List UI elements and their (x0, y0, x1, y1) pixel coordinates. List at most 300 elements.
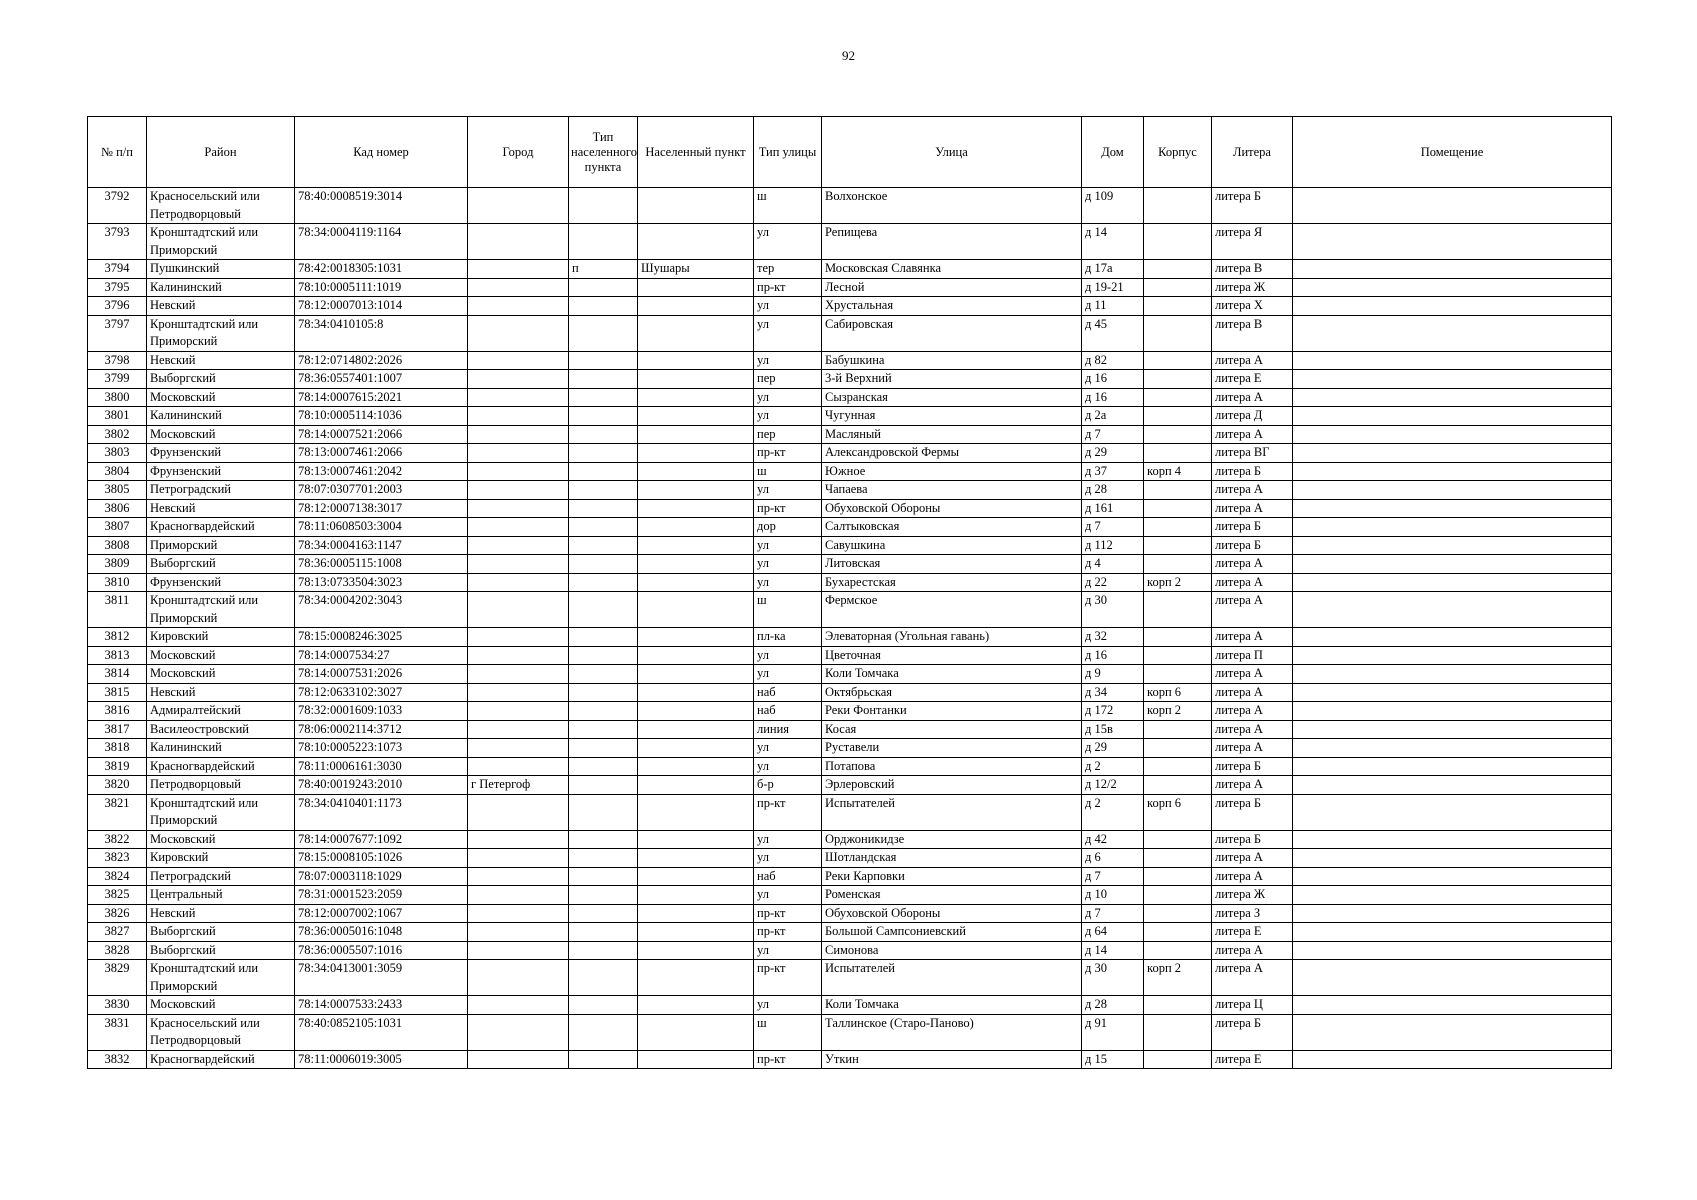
cell-district: Невский (147, 683, 295, 702)
cell-cadastral-number: 78:42:0018305:1031 (295, 260, 468, 279)
cell-city (468, 646, 569, 665)
cell-letter: литера П (1212, 646, 1293, 665)
cell-district: Московский (147, 996, 295, 1015)
cell-cadastral-number: 78:12:0007138:3017 (295, 499, 468, 518)
cell-district: Московский (147, 425, 295, 444)
cell-street-type: ш (754, 462, 822, 481)
cell-premises (1293, 224, 1612, 260)
cell-cadastral-number: 78:13:0007461:2042 (295, 462, 468, 481)
cell-settlement-type (569, 665, 638, 684)
cell-premises (1293, 794, 1612, 830)
cell-city (468, 683, 569, 702)
cell-street: Реки Фонтанки (822, 702, 1082, 721)
cell-settlement-type (569, 351, 638, 370)
cell-number: 3829 (88, 960, 147, 996)
cell-letter: литера Б (1212, 1014, 1293, 1050)
cell-street: Эрлеровский (822, 776, 1082, 795)
cell-settlement-type (569, 996, 638, 1015)
cell-street: Обуховской Обороны (822, 499, 1082, 518)
cell-premises (1293, 555, 1612, 574)
cell-premises (1293, 941, 1612, 960)
cell-district: Кронштадтский или Приморский (147, 224, 295, 260)
cell-letter: литера Е (1212, 923, 1293, 942)
cell-district: Красногвардейский (147, 518, 295, 537)
cell-settlement-type (569, 370, 638, 389)
cell-letter: литера А (1212, 867, 1293, 886)
cell-city (468, 996, 569, 1015)
cell-cadastral-number: 78:14:0007677:1092 (295, 830, 468, 849)
cell-number: 3793 (88, 224, 147, 260)
cell-district: Красносельский или Петродворцовый (147, 1014, 295, 1050)
cell-letter: литера В (1212, 315, 1293, 351)
cell-district: Московский (147, 665, 295, 684)
table-row (88, 867, 1612, 886)
cell-letter: литера А (1212, 665, 1293, 684)
cell-settlement-type (569, 904, 638, 923)
cell-settlement-type (569, 555, 638, 574)
table-row (88, 536, 1612, 555)
cell-house: д 16 (1082, 646, 1144, 665)
cell-number: 3795 (88, 278, 147, 297)
table-row (88, 407, 1612, 426)
cell-premises (1293, 886, 1612, 905)
cell-street-type: пр-кт (754, 960, 822, 996)
cell-settlement-type (569, 315, 638, 351)
cell-premises (1293, 628, 1612, 647)
table-row (88, 188, 1612, 224)
cell-street: Роменская (822, 886, 1082, 905)
cell-settlement (638, 536, 754, 555)
cell-cadastral-number: 78:36:0005115:1008 (295, 555, 468, 574)
cell-letter: литера Б (1212, 794, 1293, 830)
table-row (88, 278, 1612, 297)
cell-city (468, 830, 569, 849)
table-row (88, 665, 1612, 684)
cell-settlement-type: п (569, 260, 638, 279)
cell-settlement (638, 315, 754, 351)
cell-city (468, 757, 569, 776)
cell-city (468, 425, 569, 444)
cell-number: 3828 (88, 941, 147, 960)
cell-street-type: ул (754, 315, 822, 351)
cell-city (468, 224, 569, 260)
cell-street-type: дор (754, 518, 822, 537)
cell-number: 3830 (88, 996, 147, 1015)
cell-cadastral-number: 78:34:0410105:8 (295, 315, 468, 351)
cell-letter: литера Б (1212, 518, 1293, 537)
cell-letter: литера Х (1212, 297, 1293, 316)
cell-premises (1293, 370, 1612, 389)
cell-number: 3817 (88, 720, 147, 739)
cell-street-type: пр-кт (754, 923, 822, 942)
cell-street: Коли Томчака (822, 665, 1082, 684)
cell-building (1144, 536, 1212, 555)
cell-settlement (638, 481, 754, 500)
cell-city (468, 351, 569, 370)
cell-settlement (638, 923, 754, 942)
cell-number: 3797 (88, 315, 147, 351)
table-row (88, 518, 1612, 537)
cell-building (1144, 830, 1212, 849)
cell-settlement-type (569, 573, 638, 592)
cell-district: Выборгский (147, 370, 295, 389)
cell-city (468, 1050, 569, 1069)
cell-cadastral-number: 78:12:0007002:1067 (295, 904, 468, 923)
cell-settlement-type (569, 592, 638, 628)
header-settlement: Населенный пункт (638, 117, 754, 188)
cell-city (468, 315, 569, 351)
cell-district: Кировский (147, 849, 295, 868)
table-row (88, 960, 1612, 996)
cell-cadastral-number: 78:14:0007615:2021 (295, 388, 468, 407)
cell-number: 3794 (88, 260, 147, 279)
cell-building (1144, 351, 1212, 370)
cell-street-type: ул (754, 739, 822, 758)
cell-street-type: ул (754, 351, 822, 370)
cell-building: корп 2 (1144, 960, 1212, 996)
cell-street: Реки Карповки (822, 867, 1082, 886)
cell-district: Выборгский (147, 941, 295, 960)
cell-letter: литера А (1212, 702, 1293, 721)
cell-settlement-type (569, 923, 638, 942)
table-row (88, 351, 1612, 370)
cell-city (468, 849, 569, 868)
cell-building (1144, 665, 1212, 684)
cell-cadastral-number: 78:15:0008246:3025 (295, 628, 468, 647)
cell-letter: литера А (1212, 628, 1293, 647)
cell-street-type: пр-кт (754, 444, 822, 463)
cell-settlement-type (569, 830, 638, 849)
table-row (88, 683, 1612, 702)
cell-number: 3802 (88, 425, 147, 444)
cell-settlement-type (569, 886, 638, 905)
cell-city (468, 481, 569, 500)
cell-settlement-type (569, 388, 638, 407)
cell-building (1144, 646, 1212, 665)
header-row (88, 117, 1612, 188)
cell-house: д 12/2 (1082, 776, 1144, 795)
cell-settlement (638, 573, 754, 592)
cell-cadastral-number: 78:10:0005223:1073 (295, 739, 468, 758)
cell-district: Кронштадтский или Приморский (147, 592, 295, 628)
cell-district: Петродворцовый (147, 776, 295, 795)
cell-building (1144, 518, 1212, 537)
page-number: 92 (842, 48, 855, 63)
cell-settlement-type (569, 867, 638, 886)
cell-city (468, 297, 569, 316)
cell-street-type: линия (754, 720, 822, 739)
cell-street-type: ул (754, 665, 822, 684)
cell-street: Сабировская (822, 315, 1082, 351)
table-row (88, 794, 1612, 830)
header-letter: Литера (1212, 117, 1293, 188)
cell-settlement (638, 757, 754, 776)
cell-cadastral-number: 78:13:0007461:2066 (295, 444, 468, 463)
cell-premises (1293, 592, 1612, 628)
cell-district: Красносельский или Петродворцовый (147, 188, 295, 224)
cell-street-type: ул (754, 555, 822, 574)
cell-letter: литера А (1212, 388, 1293, 407)
cell-street: Масляный (822, 425, 1082, 444)
cell-settlement (638, 683, 754, 702)
cell-premises (1293, 665, 1612, 684)
cell-house: д 91 (1082, 1014, 1144, 1050)
cell-number: 3804 (88, 462, 147, 481)
table-row (88, 573, 1612, 592)
table-row (88, 830, 1612, 849)
table-row (88, 481, 1612, 500)
cell-settlement-type (569, 518, 638, 537)
cell-building (1144, 592, 1212, 628)
cell-city (468, 941, 569, 960)
header-district: Район (147, 117, 295, 188)
table-row (88, 388, 1612, 407)
cell-district: Фрунзенский (147, 444, 295, 463)
cell-cadastral-number: 78:34:0004119:1164 (295, 224, 468, 260)
table-row (88, 315, 1612, 351)
cell-number: 3807 (88, 518, 147, 537)
cell-district: Василеостровский (147, 720, 295, 739)
cell-letter: литера А (1212, 941, 1293, 960)
cell-building (1144, 1050, 1212, 1069)
table-row (88, 260, 1612, 279)
cell-number: 3827 (88, 923, 147, 942)
cell-letter: литера А (1212, 849, 1293, 868)
table-row (88, 849, 1612, 868)
cell-street: Чугунная (822, 407, 1082, 426)
cell-district: Красногвардейский (147, 1050, 295, 1069)
cell-district: Фрунзенский (147, 573, 295, 592)
cell-house: д 19-21 (1082, 278, 1144, 297)
cell-building (1144, 260, 1212, 279)
cell-district: Невский (147, 904, 295, 923)
table-row (88, 923, 1612, 942)
table-row (88, 224, 1612, 260)
cell-street: Коли Томчака (822, 996, 1082, 1015)
cell-premises (1293, 757, 1612, 776)
cell-settlement (638, 960, 754, 996)
cell-city (468, 923, 569, 942)
cell-letter: литера В (1212, 260, 1293, 279)
cell-city (468, 444, 569, 463)
cell-settlement (638, 628, 754, 647)
cell-premises (1293, 260, 1612, 279)
cell-street-type: пр-кт (754, 794, 822, 830)
cell-building (1144, 757, 1212, 776)
cell-number: 3832 (88, 1050, 147, 1069)
cell-premises (1293, 462, 1612, 481)
cell-house: д 112 (1082, 536, 1144, 555)
cell-street: Обуховской Обороны (822, 904, 1082, 923)
cell-settlement (638, 646, 754, 665)
cell-street: Испытателей (822, 960, 1082, 996)
cell-street: Большой Сампсониевский (822, 923, 1082, 942)
cell-district: Центральный (147, 886, 295, 905)
header-city: Город (468, 117, 569, 188)
cell-district: Петроградский (147, 867, 295, 886)
cell-city (468, 462, 569, 481)
cell-number: 3825 (88, 886, 147, 905)
cell-number: 3824 (88, 867, 147, 886)
cell-settlement-type (569, 941, 638, 960)
cell-premises (1293, 351, 1612, 370)
cell-district: Невский (147, 499, 295, 518)
cell-city (468, 867, 569, 886)
cell-street: Московская Славянка (822, 260, 1082, 279)
cell-number: 3816 (88, 702, 147, 721)
cell-settlement (638, 370, 754, 389)
cell-street-type: тер (754, 260, 822, 279)
cell-number: 3826 (88, 904, 147, 923)
cell-district: Калининский (147, 739, 295, 758)
cell-city (468, 188, 569, 224)
cell-cadastral-number: 78:11:0006019:3005 (295, 1050, 468, 1069)
cell-cadastral-number: 78:32:0001609:1033 (295, 702, 468, 721)
cell-premises (1293, 960, 1612, 996)
cell-street: 3-й Верхний (822, 370, 1082, 389)
cell-house: д 7 (1082, 518, 1144, 537)
cell-street: Репищева (822, 224, 1082, 260)
cell-district: Адмиралтейский (147, 702, 295, 721)
header-premises: Помещение (1293, 117, 1612, 188)
cell-settlement (638, 407, 754, 426)
cell-city (468, 739, 569, 758)
cell-settlement (638, 518, 754, 537)
cell-house: д 109 (1082, 188, 1144, 224)
cell-street: Салтыковская (822, 518, 1082, 537)
cell-cadastral-number: 78:34:0004202:3043 (295, 592, 468, 628)
cell-street-type: ул (754, 757, 822, 776)
cell-street-type: наб (754, 702, 822, 721)
cell-letter: литера Ж (1212, 278, 1293, 297)
cell-settlement-type (569, 739, 638, 758)
cell-number: 3792 (88, 188, 147, 224)
cell-settlement (638, 351, 754, 370)
cell-letter: литера ВГ (1212, 444, 1293, 463)
cell-letter: литера А (1212, 720, 1293, 739)
cell-city (468, 407, 569, 426)
table-row (88, 499, 1612, 518)
cell-house: д 45 (1082, 315, 1144, 351)
cell-number: 3805 (88, 481, 147, 500)
table-row (88, 702, 1612, 721)
cell-district: Невский (147, 351, 295, 370)
cell-settlement-type (569, 1014, 638, 1050)
cell-settlement-type (569, 536, 638, 555)
cell-settlement (638, 739, 754, 758)
cell-street-type: ул (754, 388, 822, 407)
cell-city (468, 1014, 569, 1050)
cell-settlement-type (569, 499, 638, 518)
cell-number: 3811 (88, 592, 147, 628)
cell-settlement-type (569, 224, 638, 260)
cell-district: Кировский (147, 628, 295, 647)
cell-premises (1293, 1050, 1612, 1069)
cell-house: д 14 (1082, 941, 1144, 960)
cell-letter: литера Б (1212, 757, 1293, 776)
cell-settlement (638, 996, 754, 1015)
cell-letter: литера Б (1212, 188, 1293, 224)
cell-letter: литера А (1212, 592, 1293, 628)
cell-house: д 64 (1082, 923, 1144, 942)
cell-building (1144, 739, 1212, 758)
cell-building (1144, 776, 1212, 795)
cell-house: д 42 (1082, 830, 1144, 849)
cell-letter: литера А (1212, 573, 1293, 592)
cell-cadastral-number: 78:12:0714802:2026 (295, 351, 468, 370)
cell-premises (1293, 904, 1612, 923)
cell-building (1144, 923, 1212, 942)
cell-building: корп 6 (1144, 683, 1212, 702)
cell-settlement-type (569, 720, 638, 739)
cell-house: д 37 (1082, 462, 1144, 481)
cell-street: Косая (822, 720, 1082, 739)
cell-city (468, 960, 569, 996)
cell-house: д 9 (1082, 665, 1144, 684)
cell-street-type: пр-кт (754, 1050, 822, 1069)
cell-house: д 2 (1082, 794, 1144, 830)
cell-district: Кронштадтский или Приморский (147, 960, 295, 996)
cell-settlement (638, 720, 754, 739)
cell-letter: литера Е (1212, 370, 1293, 389)
cell-street-type: пр-кт (754, 278, 822, 297)
cell-street: Южное (822, 462, 1082, 481)
cell-number: 3809 (88, 555, 147, 574)
cell-cadastral-number: 78:14:0007534:27 (295, 646, 468, 665)
cell-settlement (638, 297, 754, 316)
cell-street: Сызранская (822, 388, 1082, 407)
cell-city (468, 573, 569, 592)
cell-settlement-type (569, 683, 638, 702)
cell-street-type: ш (754, 188, 822, 224)
cell-house: д 82 (1082, 351, 1144, 370)
cell-house: д 29 (1082, 444, 1144, 463)
table-row (88, 1014, 1612, 1050)
table-row (88, 720, 1612, 739)
cell-premises (1293, 739, 1612, 758)
cell-district: Выборгский (147, 923, 295, 942)
cell-district: Калининский (147, 407, 295, 426)
cell-cadastral-number: 78:07:0307701:2003 (295, 481, 468, 500)
cell-house: д 16 (1082, 388, 1144, 407)
cell-district: Московский (147, 388, 295, 407)
cell-letter: литера А (1212, 351, 1293, 370)
cell-settlement (638, 388, 754, 407)
cell-cadastral-number: 78:15:0008105:1026 (295, 849, 468, 868)
cell-house: д 16 (1082, 370, 1144, 389)
cell-settlement-type (569, 407, 638, 426)
table-row (88, 555, 1612, 574)
header-cadastral-number: Кад номер (295, 117, 468, 188)
cell-premises (1293, 388, 1612, 407)
cell-street-type: ш (754, 592, 822, 628)
cell-number: 3808 (88, 536, 147, 555)
cell-building (1144, 425, 1212, 444)
cell-settlement (638, 776, 754, 795)
cell-district: Невский (147, 297, 295, 316)
cell-building (1144, 481, 1212, 500)
cell-street-type: пр-кт (754, 499, 822, 518)
cell-letter: литера А (1212, 499, 1293, 518)
cell-number: 3821 (88, 794, 147, 830)
cell-cadastral-number: 78:11:0608503:3004 (295, 518, 468, 537)
cell-district: Красногвардейский (147, 757, 295, 776)
cell-city (468, 794, 569, 830)
cell-street-type: ул (754, 536, 822, 555)
cell-settlement (638, 425, 754, 444)
cell-cadastral-number: 78:13:0733504:3023 (295, 573, 468, 592)
cell-city (468, 536, 569, 555)
